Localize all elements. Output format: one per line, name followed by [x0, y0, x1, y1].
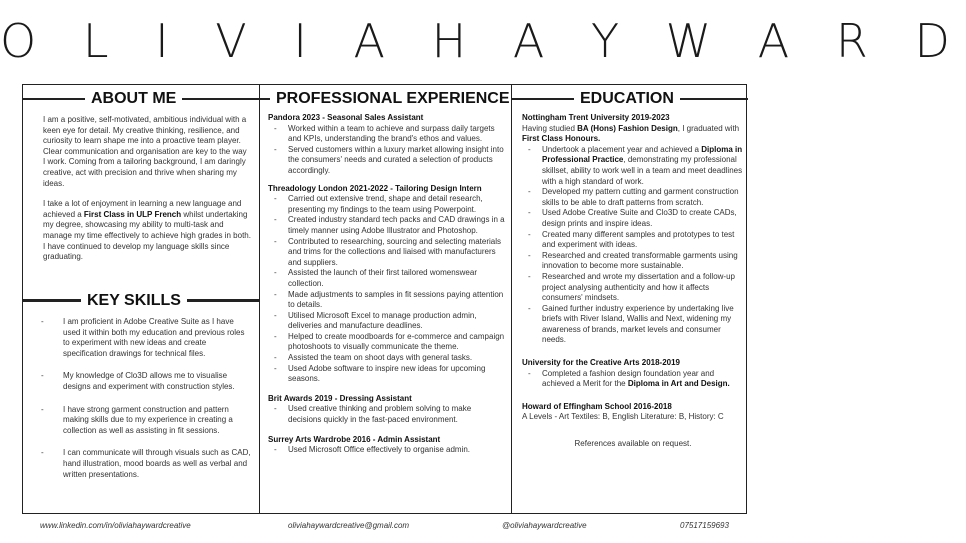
about-text-run: I take a lot of enjoyment in learning a new language and achieved a — [43, 199, 242, 219]
phone-number[interactable]: 07517159693 — [680, 521, 729, 530]
degree-grade: First Class Honours. — [522, 134, 601, 144]
skills-list-container — [37, 317, 251, 492]
education-item: - Gained further industry experience by undertaking live briefs with River Island, Wallis and Next, widening my awareness of brands, market levels and consumer needs. — [522, 304, 744, 346]
cv-frame — [22, 84, 747, 514]
intro-text-run: Having studied — [522, 123, 578, 133]
instagram-handle[interactable]: @oliviahaywardcreative — [502, 521, 587, 530]
heading-rule — [680, 98, 748, 100]
job-duties — [268, 194, 506, 385]
job-title: Pandora 2023 - Seasonal Sales Assistant — [268, 113, 424, 122]
diploma-name: Diploma in Professional Practice — [542, 144, 743, 165]
heading-rule — [23, 300, 81, 302]
middle-column — [259, 85, 511, 513]
education-item: - Created many different samples and prototypes to test and experiment with ideas. — [522, 230, 744, 251]
duty-item: - Assisted the launch of their first tailored womenswear collection. — [268, 268, 506, 289]
about-paragraph-2 — [43, 199, 251, 263]
about-heading-text: ABOUT ME — [91, 90, 177, 107]
candidate-name: O L I V I A H A Y W A R D — [0, 14, 966, 68]
skills-list — [37, 317, 251, 480]
duty-item: - Contributed to researching, sourcing and selecting materials and trims for the collections and liaised with manufacturers and suppliers. — [268, 237, 506, 269]
heading-rule — [187, 300, 259, 302]
education-item: - Researched and wrote my dissertation and a follow-up project analysing authenticity and how it affects consumers' mindsets. — [522, 272, 744, 304]
heading-rule — [182, 98, 259, 100]
email-link[interactable]: oliviahaywardcreative@gmail.com — [288, 521, 410, 530]
experience-heading — [260, 89, 511, 109]
duty-item: - Made adjustments to samples in fit sessions paying attention to details. — [268, 290, 506, 311]
experience-list — [268, 113, 506, 456]
duty-item: - Used creative thinking and problem solving to make decisions quickly in the fast-paced environment. — [268, 404, 506, 425]
education-item — [522, 145, 744, 187]
about-paragraph-1: I am a positive, self-motivated, ambitious individual with a keen eye for detail. My creative thinking, resilience, and curiosity to learn shape me into a proactive team player. Clear communication and organisation are key to the way I work. Coming from a tailoring background, I am daringly creative, act with precision and thrive when sharing my ideas. — [43, 115, 247, 188]
duty-item: - Utilised Microsoft Excel to manage production admin, deliveries and manufacture deadlines. — [268, 311, 506, 332]
item-text-run: Undertook a placement year and achieved a — [542, 144, 702, 154]
education-title: Nottingham Trent University 2019-2023 — [522, 113, 670, 122]
education-item — [522, 369, 744, 390]
job-title: Brit Awards 2019 - Dressing Assistant — [268, 393, 412, 403]
about-heading — [23, 89, 259, 109]
education-item: - Used Adobe Creative Suite and Clo3D to create CADs, design prints and inspire ideas. — [522, 208, 744, 229]
skills-heading-text: KEY SKILLS — [81, 292, 187, 310]
about-french-highlight: First Class in ULP French — [83, 209, 182, 219]
duty-item: - Used Adobe software to inspire new ideas for upcoming seasons. — [268, 364, 506, 385]
job-duties — [268, 404, 506, 425]
ntu-items — [522, 145, 744, 346]
degree-name: BA (Hons) Fashion Design — [577, 123, 678, 133]
job-title: Threadology London 2021-2022 - Tailoring Design Intern — [268, 183, 482, 193]
job-duties — [268, 124, 506, 177]
job-title: Surrey Arts Wardrobe 2016 - Admin Assistant — [268, 434, 441, 444]
about-text — [43, 115, 251, 273]
skill-item: - My knowledge of Clo3D allows me to visualise designs and experiment with construction styles. — [37, 371, 251, 392]
uca-items — [522, 369, 744, 390]
education-item: - Developed my pattern cutting and garment construction skills to be able to draft patterns from scratch. — [522, 187, 744, 208]
skills-heading — [23, 291, 259, 311]
references-note: References available on request. — [574, 439, 692, 449]
diploma-name: Diploma in Art and Design. — [627, 379, 730, 389]
duty-item: - Used Microsoft Office effectively to organise admin. — [268, 445, 506, 456]
duty-item: - Assisted the team on shoot days with general tasks. — [268, 353, 506, 364]
a-level-results: A Levels - Art Textiles: B, English Literature: B, History: C — [522, 412, 724, 422]
item-text-run: , demonstrating my professional skillset, ability to work well in a team and meet deadlines with a high standard of work. — [542, 155, 743, 186]
education-title: University for the Creative Arts 2018-2019 — [522, 358, 680, 368]
education-title: Howard of Effingham School 2016-2018 — [522, 401, 672, 411]
duty-item: - Created industry standard tech packs and CAD drawings in a timely manner using Adobe Illustrator and Photoshop. — [268, 215, 506, 236]
duty-item: - Served customers within a luxury market allowing insight into the consumers' needs and curated a selection of products accordingly. — [268, 145, 506, 177]
item-text-run: Completed a fashion design foundation year and achieved a Merit for the — [542, 368, 715, 389]
education-heading — [512, 89, 748, 109]
intro-text-run: , I graduated with — [677, 123, 740, 133]
experience-heading-text: PROFESSIONAL EXPERIENCE — [276, 90, 510, 107]
about-text-run: whilst undertaking my degree, showcasing my ability to multi-task and manage my time effectively to achieve high grades in both. I have continued to develop my language skills since graduating. — [43, 209, 251, 262]
linkedin-link[interactable]: www.linkedin.com/in/oliviahaywardcreative — [40, 521, 191, 530]
skill-item: - I am proficient in Adobe Creative Suite as I have used it within both my education and previous roles to experiment with new ideas and create specification drawings for technical files. — [37, 317, 251, 359]
duty-item: - Helped to create moodboards for e-commerce and campaign photoshoots to visually communicate the theme. — [268, 332, 506, 353]
left-column — [23, 85, 259, 513]
ntu-intro — [522, 124, 744, 145]
job-duties — [268, 445, 506, 456]
right-column — [511, 85, 748, 513]
education-list — [522, 113, 744, 450]
heading-rule — [260, 98, 270, 100]
heading-rule — [23, 98, 85, 100]
heading-rule — [512, 98, 574, 100]
education-heading-text: EDUCATION — [580, 90, 674, 107]
skill-item: - I have strong garment construction and pattern making skills due to my experience in creating a collection as well as assisting in fit sessions. — [37, 405, 251, 437]
skill-item: - I can communicate will through visuals such as CAD, hand illustration, mood boards as well as verbal and written presentations. — [37, 448, 251, 480]
education-item: - Researched and created transformable garments using innovation to become more sustainable. — [522, 251, 744, 272]
duty-item: - Worked within a team to achieve and surpass daily targets and KPIs, understanding the brand's ethos and values. — [268, 124, 506, 145]
duty-item: - Carried out extensive trend, shape and detail research, presenting my findings to the team using Powerpoint. — [268, 194, 506, 215]
